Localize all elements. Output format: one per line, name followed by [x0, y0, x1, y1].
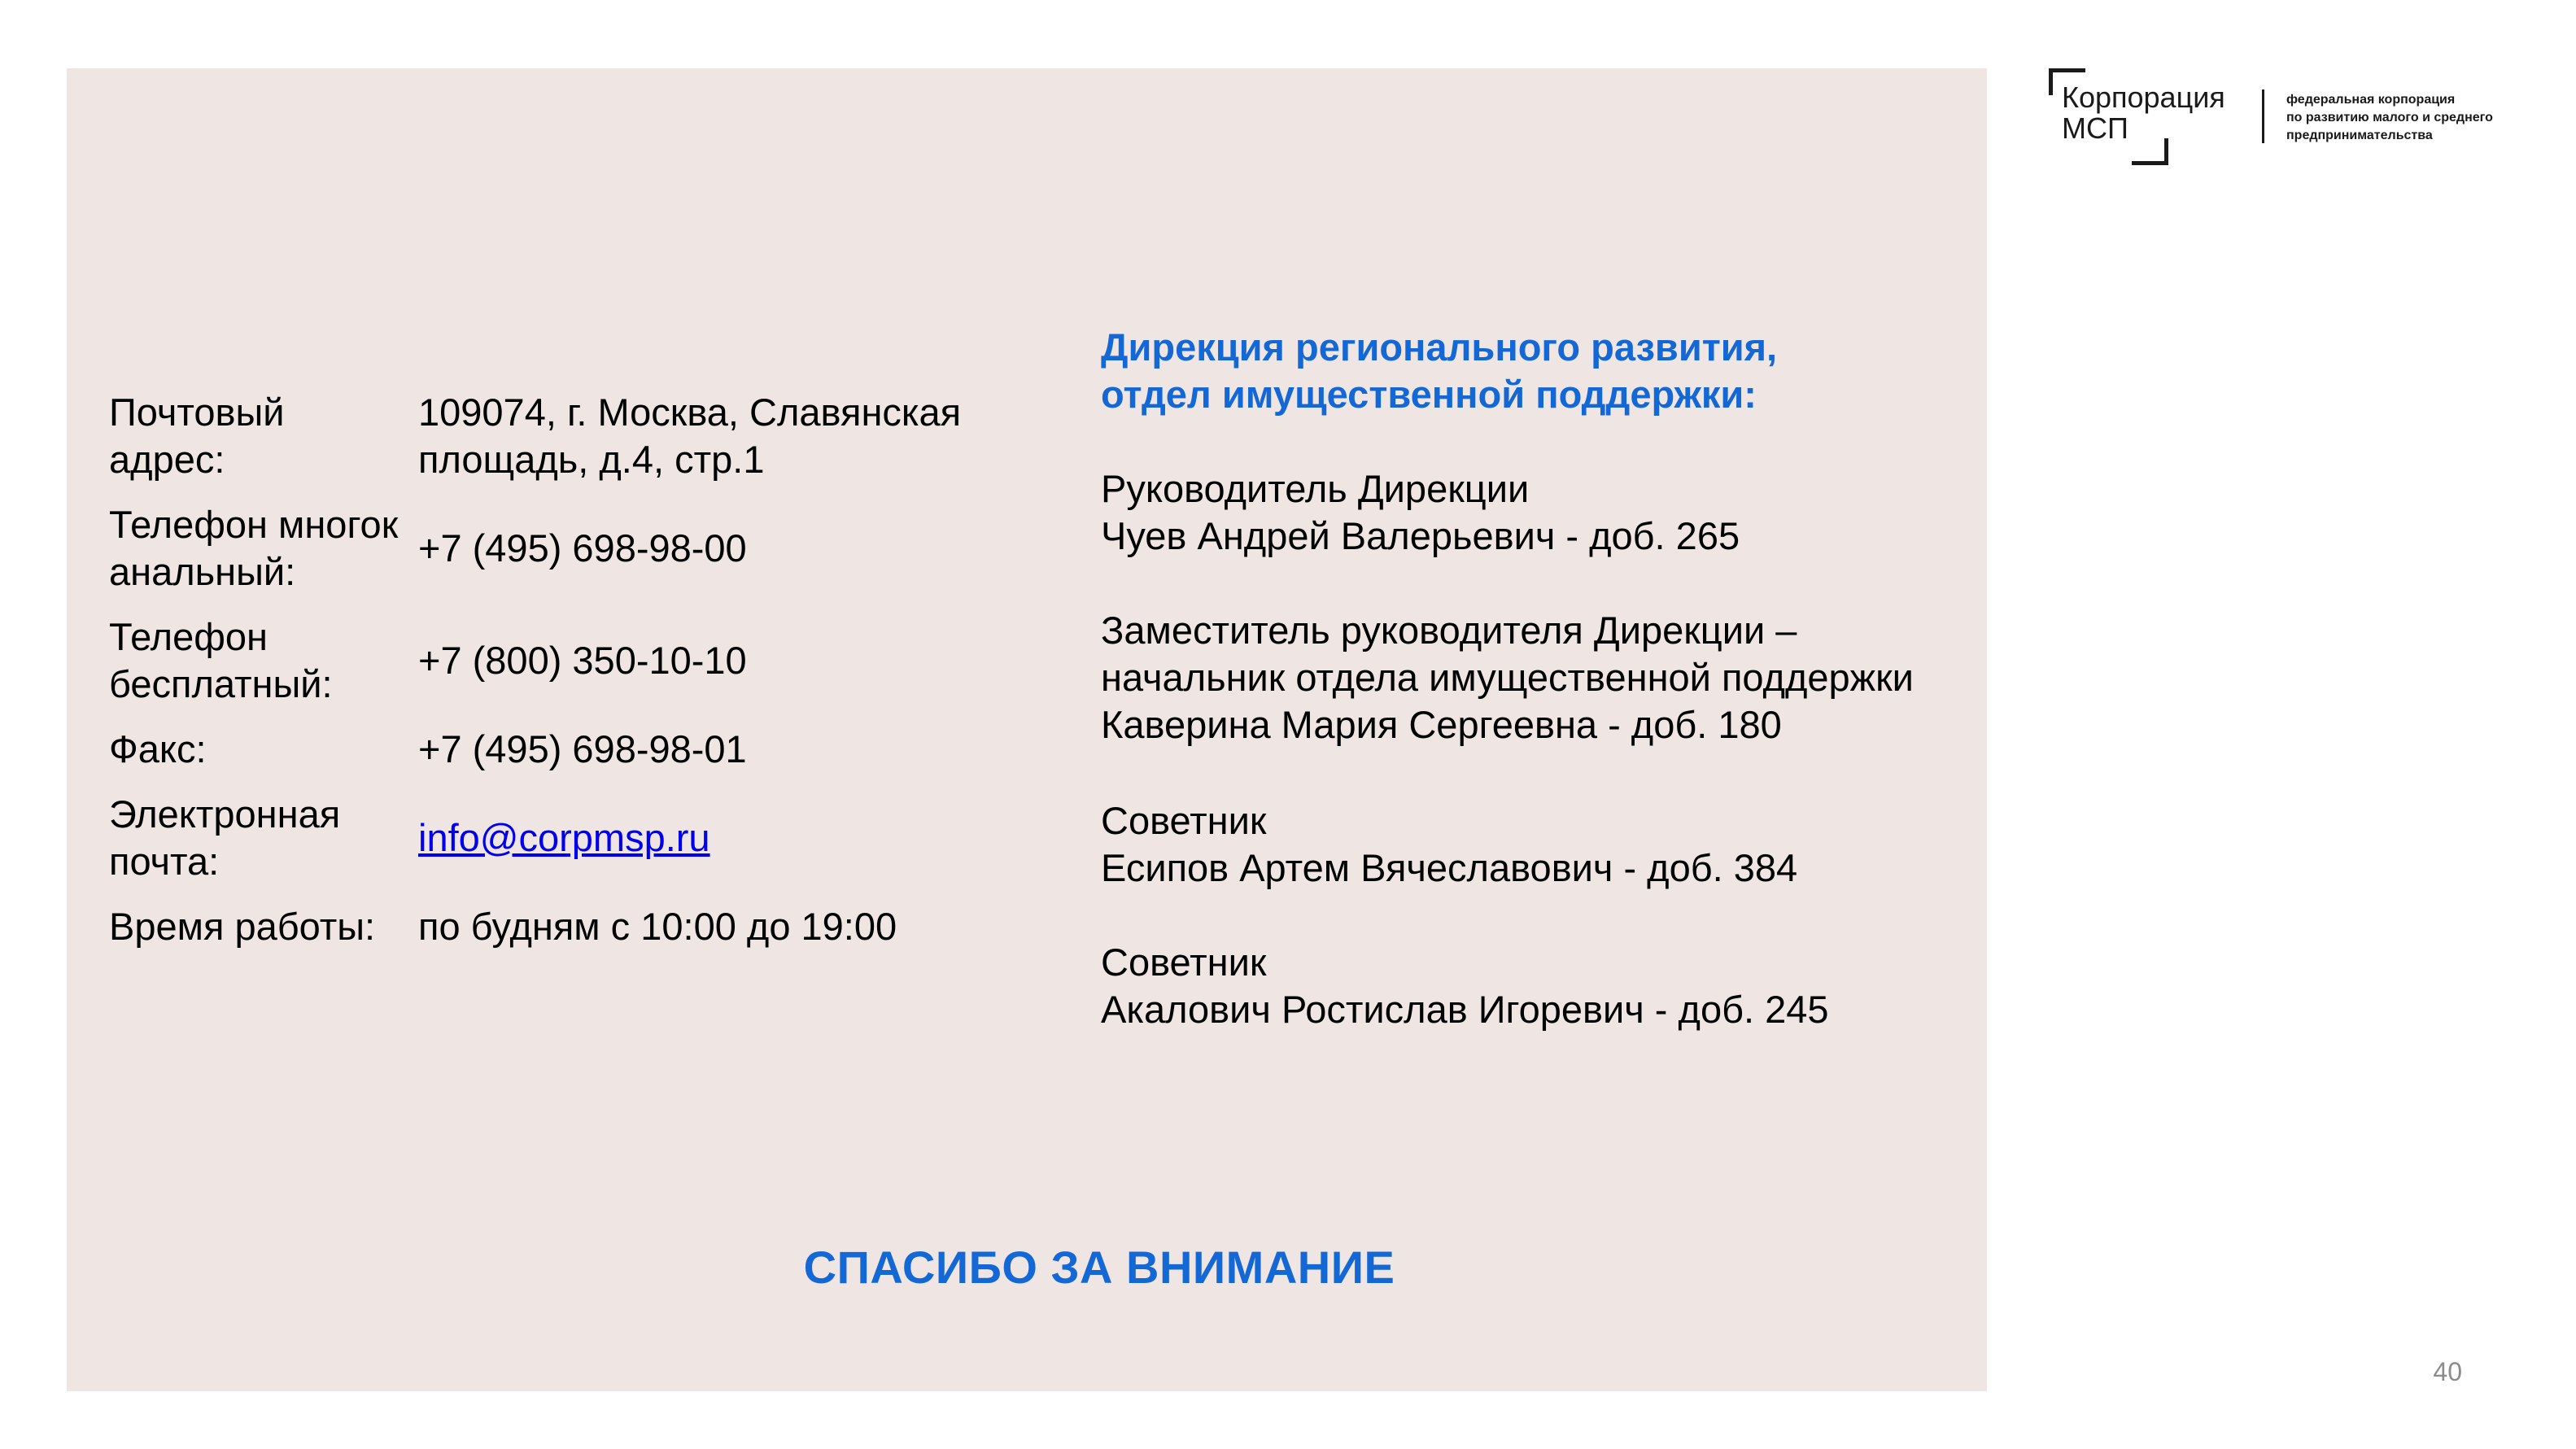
contact-value: [418, 903, 1004, 968]
phone-free-label: Телефон бесплатный:: [109, 615, 333, 705]
hours-value: по будням с 10:00 до 19:00: [418, 905, 897, 948]
logo-description: [2286, 91, 2530, 145]
logo-divider: [2262, 89, 2264, 143]
contact-label: [109, 726, 418, 791]
logo-desc-line1: федеральная корпорация: [2286, 93, 2456, 107]
hours-label: Время работы:: [109, 905, 376, 948]
person-role: Советник: [1101, 799, 1267, 842]
logo-bracket-bottom: [2132, 138, 2168, 165]
email-link[interactable]: info@corpmsp.ru: [418, 816, 710, 859]
contact-value: [418, 613, 1004, 726]
fax-value: +7 (495) 698-98-01: [418, 727, 747, 770]
contact-label: [109, 501, 418, 613]
logo-desc-line2: по развитию малого и среднего: [2286, 111, 2493, 124]
contact-row-phone-multi: [109, 501, 1004, 613]
contact-row-hours: [109, 903, 1004, 968]
corp-msp-logo: [2041, 65, 2529, 171]
contact-label: [109, 613, 418, 726]
page-number: 40: [2433, 1357, 2462, 1386]
person-role: Заместитель руководителя Дирекции –: [1101, 609, 1797, 652]
person-entry: [1101, 797, 1980, 892]
directorate-block: [1101, 324, 1980, 1033]
logo-name-line1: Корпорация: [2062, 81, 2225, 114]
phone-free-value: +7 (800) 350-10-10: [418, 639, 747, 682]
contact-row-email: [109, 791, 1004, 903]
contact-value: [418, 791, 1004, 903]
contact-row-fax: [109, 726, 1004, 791]
contact-value: [418, 501, 1004, 613]
contact-label: [109, 389, 418, 501]
contact-label: [109, 903, 418, 968]
contacts-table: [109, 389, 1004, 968]
address-label: Почтовый адрес:: [109, 391, 285, 481]
person-role-cont: начальник отдела имущественной поддержки: [1101, 656, 1914, 699]
contact-value: [418, 389, 1004, 501]
person-name: Акалович Ростислав Игоревич - доб. 245: [1101, 988, 1829, 1031]
email-label: Электронная почта:: [109, 792, 341, 883]
directorate-heading-line1: Дирекция регионального развития,: [1101, 325, 1778, 369]
contact-row-address: [109, 389, 1004, 501]
person-entry: [1101, 465, 1980, 560]
phone-multi-value: +7 (495) 698-98-00: [418, 526, 747, 570]
person-entry: [1101, 939, 1980, 1033]
person-entry: [1101, 607, 1980, 749]
phone-multi-label: Телефон многоканальный:: [109, 503, 399, 593]
contact-label: [109, 791, 418, 903]
thanks-heading: [67, 1241, 1987, 1294]
directorate-heading-line2: отдел имущественной поддержки:: [1101, 373, 1757, 416]
contact-value: [418, 726, 1004, 791]
person-role: Руководитель Дирекции: [1101, 467, 1530, 510]
directorate-heading: [1101, 324, 1980, 418]
contact-row-phone-free: [109, 613, 1004, 726]
person-name: Есипов Артем Вячеславович - доб. 384: [1101, 846, 1798, 889]
logo-name-line2: МСП: [2062, 111, 2128, 145]
logo-desc-line3: предпринимательства: [2286, 129, 2433, 142]
address-value: 109074, г. Москва, Славянская площадь, д.4, стр.1: [418, 391, 962, 481]
person-name: Чуев Андрей Валерьевич - доб. 265: [1101, 514, 1740, 557]
person-name: Каверина Мария Сергеевна - доб. 180: [1101, 703, 1782, 746]
thanks-text: СПАСИБО ЗА ВНИМАНИЕ: [803, 1242, 1395, 1293]
person-role: Советник: [1101, 941, 1267, 984]
fax-label: Факс:: [109, 727, 207, 770]
